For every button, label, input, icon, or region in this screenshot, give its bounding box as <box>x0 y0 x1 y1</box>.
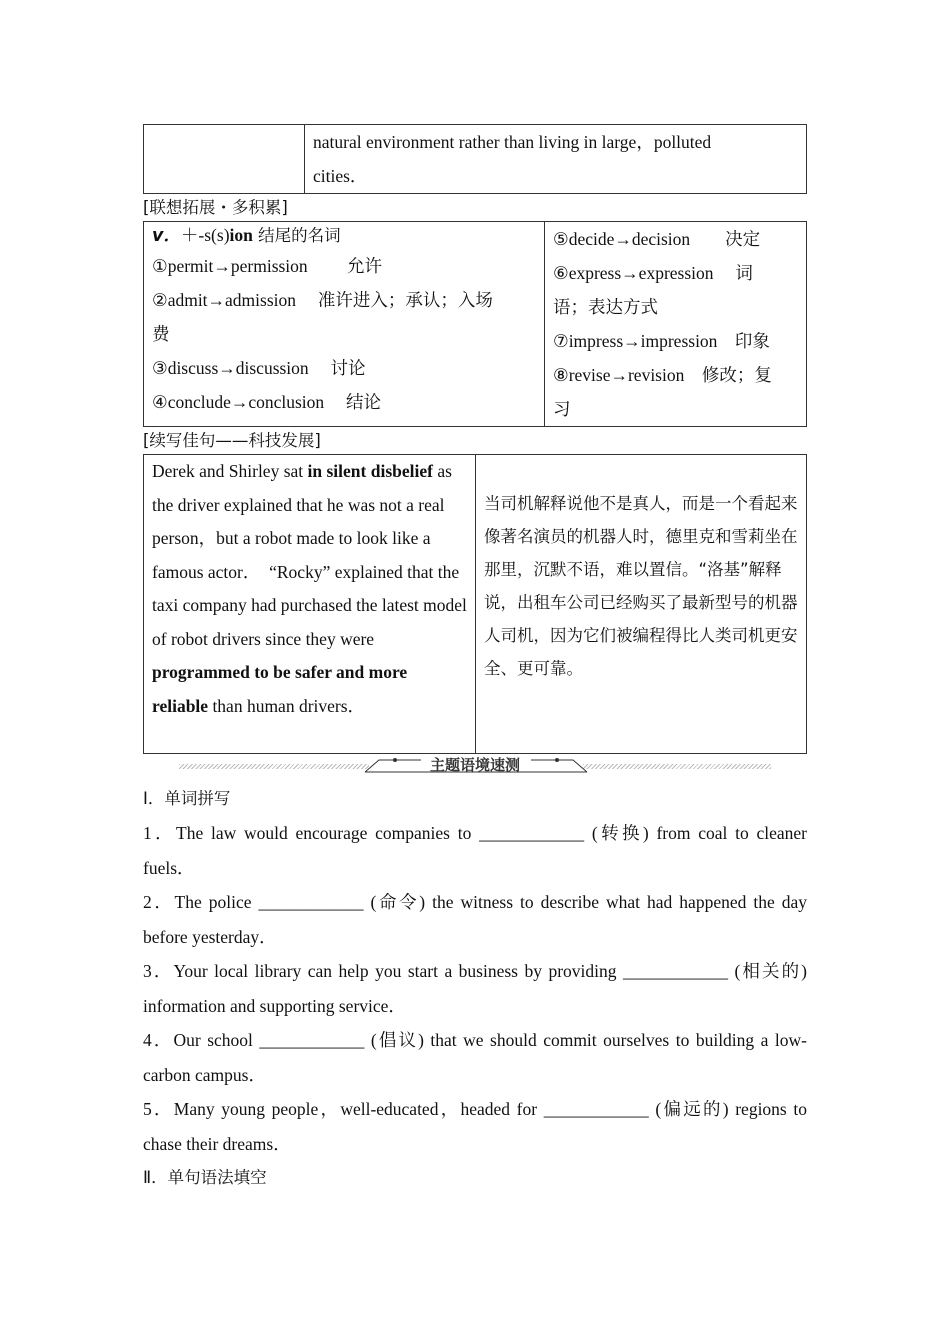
word-item: ⑧revise→revision 修改；复 <box>553 365 772 385</box>
word-item: ④conclude→conclusion 结论 <box>152 392 382 412</box>
en-bold-phrase: in silent disbelief <box>307 461 433 481</box>
sentence-en-cell <box>144 455 476 754</box>
answer-blank[interactable]: ____________ <box>479 823 585 843</box>
question-text: the witness to describe what had happened the day before yesterday． <box>143 892 808 947</box>
question-text: Your local library can help you start a business by providing <box>173 961 623 981</box>
question-item <box>143 1023 807 1092</box>
divider-hatch-right <box>583 764 771 769</box>
word-table <box>143 221 807 427</box>
section2-title: Ⅱ．单句语法填空 <box>143 1168 267 1187</box>
section-divider <box>143 754 807 776</box>
word-item: ①permit→permission 允许 <box>152 256 383 276</box>
xuxie-heading: [续写佳句——科技发展] <box>143 431 321 450</box>
answer-blank[interactable]: ____________ <box>543 1099 649 1119</box>
word-item: 语；表达方式 <box>553 297 658 317</box>
sentence-en <box>152 455 467 723</box>
question-text: from coal to cleaner fuels． <box>143 823 807 878</box>
top-table-left-cell <box>144 125 305 194</box>
header-ss: ＋-s(s) <box>180 225 230 245</box>
word-item: ②admit→admission 准许进入；承认；入场 <box>152 290 493 310</box>
question-number: 5． <box>143 1099 174 1119</box>
question-number: 4． <box>143 1030 174 1050</box>
word-item: ⑤decide→decision 决定 <box>553 229 761 249</box>
question-item <box>143 954 807 1023</box>
sentence-table <box>143 454 807 754</box>
sentence-zh-cell <box>476 455 807 754</box>
question-text: that we should commit ourselves to building a low-carbon campus． <box>143 1030 808 1085</box>
question-hint: (命令) <box>363 892 433 912</box>
question-number: 2． <box>143 892 175 912</box>
top-line-1: natural environment rather than living in large，polluted <box>313 132 712 152</box>
word-table-header <box>152 222 536 249</box>
question-hint: (转换) <box>584 823 657 843</box>
lianxiang-heading: [联想拓展・多积累] <box>143 198 288 217</box>
top-line-2: cities． <box>313 166 368 186</box>
word-item: 费 <box>152 324 170 344</box>
answer-blank[interactable]: ____________ <box>622 961 728 981</box>
question-text: Many young people，well-educated，headed for <box>173 1099 544 1119</box>
question-item <box>143 816 807 885</box>
document-page <box>143 124 807 1195</box>
question-text: The police <box>174 892 259 912</box>
header-tail: 结尾的名词 <box>252 226 341 245</box>
question-text: information and supporting service． <box>143 995 406 1016</box>
word-item: ⑥express→expression 词 <box>553 263 753 283</box>
word-table-right <box>545 222 807 427</box>
section1-title: Ⅰ．单词拼写 <box>143 789 231 808</box>
top-table <box>143 124 807 194</box>
question-text: The law would encourage companies to <box>176 823 480 843</box>
question-item <box>143 1092 807 1161</box>
question-hint: (偏远的) <box>648 1099 736 1119</box>
word-item: ③discuss→discussion 讨论 <box>152 358 366 378</box>
top-table-right-cell <box>305 125 807 194</box>
question-list <box>143 816 807 1161</box>
header-v: v． <box>152 226 181 246</box>
question-text: Our school <box>173 1030 260 1050</box>
question-item <box>143 885 807 954</box>
divider-hatch-left <box>179 764 369 769</box>
en-text: Derek and Shirley sat <box>152 461 308 481</box>
sentence-zh: 当司机解释说他不是真人，而是一个看起来像著名演员的机器人时，德里克和雪莉坐在那里，沉默不语，难以置信。“洛基”解释说，出租车公司已经购买了最新型号的机器人司机，因为它们被编程得比人类司机更安全、更可靠。 <box>484 494 798 678</box>
en-bold-phrase: programmed to be safer and more reliable <box>152 662 408 716</box>
answer-blank[interactable]: ____________ <box>259 1030 365 1050</box>
word-item: ⑦impress→impression 印象 <box>553 331 770 351</box>
question-hint: (相关的) <box>727 961 807 981</box>
en-text: than human drivers． <box>208 695 366 716</box>
word-item: 习 <box>553 399 571 419</box>
en-text: as the driver explained that he was not a real person，but a robot made to look like a famous actor． “Rocky” explained that the taxi company had purchased the latest model of robot drivers since they were <box>152 461 467 649</box>
question-number: 3． <box>143 961 174 981</box>
word-table-left <box>144 222 545 427</box>
divider-label: 主题语境速测 <box>429 756 520 774</box>
header-ion: ion <box>229 225 253 245</box>
answer-blank[interactable]: ____________ <box>258 892 364 912</box>
question-text: regions to chase their dreams． <box>143 1099 807 1154</box>
question-hint: (倡议) <box>364 1030 431 1050</box>
question-number: 1． <box>143 823 177 843</box>
